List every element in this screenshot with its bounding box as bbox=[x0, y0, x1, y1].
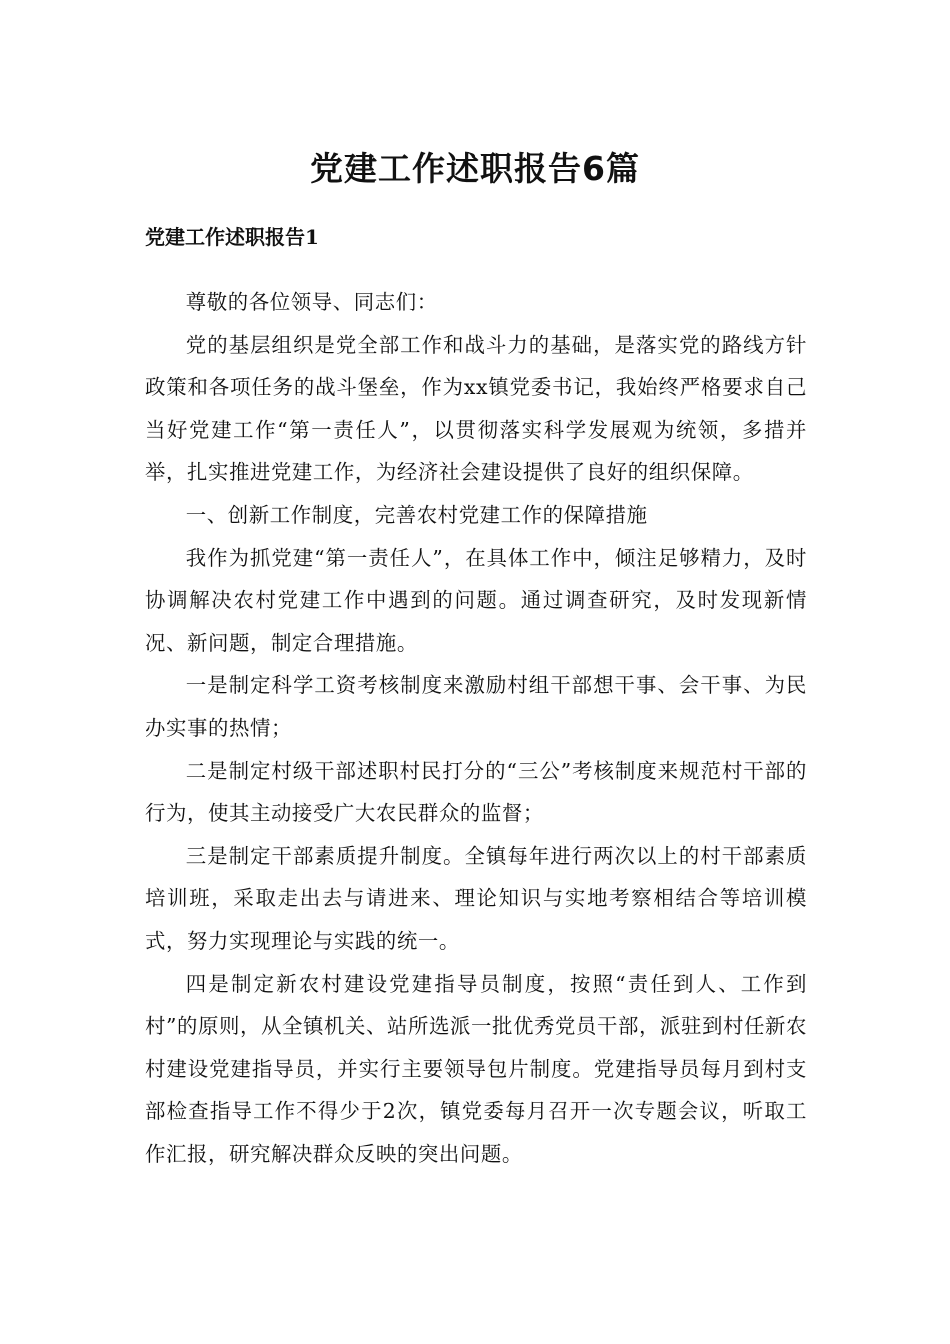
subsection-heading: 一、创新工作制度，完善农村党建工作的保障措施 bbox=[185, 502, 648, 527]
section-heading: 党建工作述职报告1 bbox=[145, 225, 319, 249]
document-title: 党建工作述职报告6篇 bbox=[310, 149, 640, 188]
body-paragraph: 我作为抓党建“第一责任人”，在具体工作中，倾注足够精力，及时协调解决农村党建工作中遇到的问题。通过调查研究，及时发现新情况、新问题，制定合理措施。 bbox=[145, 545, 807, 655]
body-paragraph: 党的基层组织是党全部工作和战斗力的基础，是落实党的路线方针政策和各项任务的战斗堡垒，作为xx镇党委书记，我始终严格要求自己当好党建工作“第一责任人”，以贯彻落实科学发展观为统领，多措并举，扎实推进党建工作，为经济社会建设提供了良好的组织保障。 bbox=[145, 332, 807, 485]
body-paragraph: 三是制定干部素质提升制度。全镇每年进行两次以上的村干部素质培训班，采取走出去与请进来、理论知识与实地考察相结合等培训模式，努力实现理论与实践的统一。 bbox=[145, 843, 807, 953]
salutation-paragraph: 尊敬的各位领导、同志们： bbox=[185, 290, 438, 314]
body-paragraph: 二是制定村级干部述职村民打分的“三公”考核制度来规范村干部的行为，使其主动接受广大农民群众的监督； bbox=[145, 758, 807, 826]
body-paragraph: 四是制定新农村建设党建指导员制度，按照“责任到人、工作到村”的原则，从全镇机关、站所选派一批优秀党员干部，派驻到村任新农村建设党建指导员，并实行主要领导包片制度。党建指导员每月到村支部检查指导工作不得少于2次，镇党委每月召开一次专题会议，听取工作汇报，研究解决群众反映的突出问题。 bbox=[145, 971, 807, 1166]
document-body bbox=[145, 281, 807, 1175]
body-paragraph: 一是制定科学工资考核制度来激励村组干部想干事、会干事、为民办实事的热情； bbox=[145, 673, 807, 740]
